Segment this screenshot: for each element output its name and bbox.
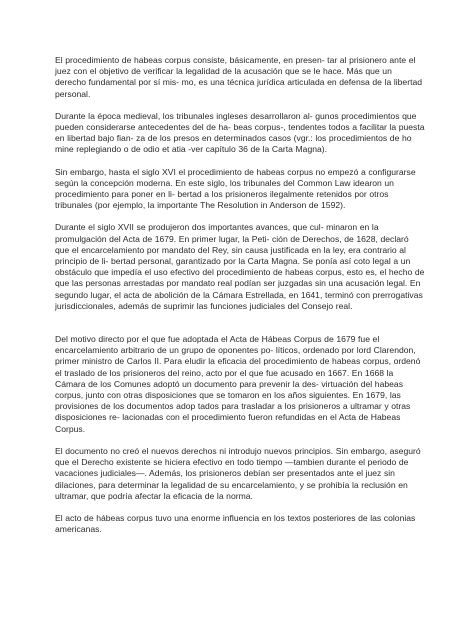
paragraph-2: Durante la época medieval, los tribunales ingleses desarrollaron al- gunos procedimientos que pueden considerarse antecedentes del de ha- beas corpus-, tendentes todos a facilitar la puesta en libertad bajo fian- za de los presos en determinados casos (vgr.: los procedimientos de ho mine replegiando o de odio et atia -ver capítulo 36 de la Carta Magna). xyxy=(55,110,425,155)
paragraph-5: Del motivo directo por el que fue adoptada el Acta de Hábeas Corpus de 1679 fue el encarcelamiento arbitrario de un grupo de oponentes po- líticos, ordenado por lord Clarendon, primer ministro de Carlos II. Para eludir la eficacia del procedimiento de habeas corpus, ordenó el traslado de los prisioneros del reino, acto por el que fue acusado en 1667. En 1668 la Cámara de los Comunes adoptó un documento para prevenir la des- virtuación del habeas corpus, junto con otras disposiciones que se tomaron en los años siguientes. En 1679, las provisiones de los documentos adop tados para trasladar a los prisioneros a ultramar y otras disposiciones re- lacionadas con el procedimiento fueron refundidas en el Acta de Habeas Corpus. xyxy=(55,334,421,434)
paragraph-7: El acto de hábeas corpus tuvo una enorme influencia en los textos posteriores de las colonias americanas. xyxy=(55,512,416,535)
paragraph-4: Durante el siglo XVII se produjeron dos importantes avances, que cul- minaron en la promulgación del Acta de 1679. En primer lugar, la Peti- ción de Derechos, de 1628, declaró que el encarcelamiento por mandato del Rey, sin causa justificada en la ley, era contrario al principio de li- bertad personal, garantizado por la Carta Magna. Se ponía así coto legal a un obstáculo que impedía el uso efectivo del procedimiento de habeas corpus, esto es, el hecho de que las personas arrestadas por mandato real podían ser juzgadas sin una acusación legal. En segundo lugar, el acta de abolición de la Cámara Estrellada, en 1641, terminó con prerrogativas jurisdiccionales, además de suprimir las funciones judiciales del Consejo real. xyxy=(55,222,425,311)
paragraph-6: El documento no creó el nuevos derechos ni introdujo nuevos principios. Sin embargo, aseguró que el Derecho existente se hiciera efectivo en todo tiempo —tambien durante el periodo de vacaciones judiciales—. Además, los prisioneros debían ser presentados ante el juez sin dilaciones, para determinar la legalidad de su encarcelamiento, y se prohibía la reclusión en ultramar, que podría afectar la eficacia de la norma. xyxy=(55,445,421,501)
blank-line xyxy=(55,323,425,334)
paragraph-3: Sin embargo, hasta el siglo XVI el procedimiento de habeas corpus no empezó a configurarse según la concepción moderna. En este siglo, los tribunales del Common Law idearon un procedimiento para poner en li- bertad a los prisioneros ilegalmente retenidos por otros tribunales (por ejemplo, la importante The Resolution in Anderson de 1592). xyxy=(55,166,416,211)
document-body xyxy=(55,55,425,546)
paragraph-1: El procedimiento de habeas corpus consiste, básicamente, en presen- tar al prisionero ante el juez con el objetivo de verificar la legalidad de la acusación que se le hace. Más que un derecho fundamental por sí mis- mo, es una técnica jurídica articulada en defensa de la libertad personal. xyxy=(55,55,423,99)
